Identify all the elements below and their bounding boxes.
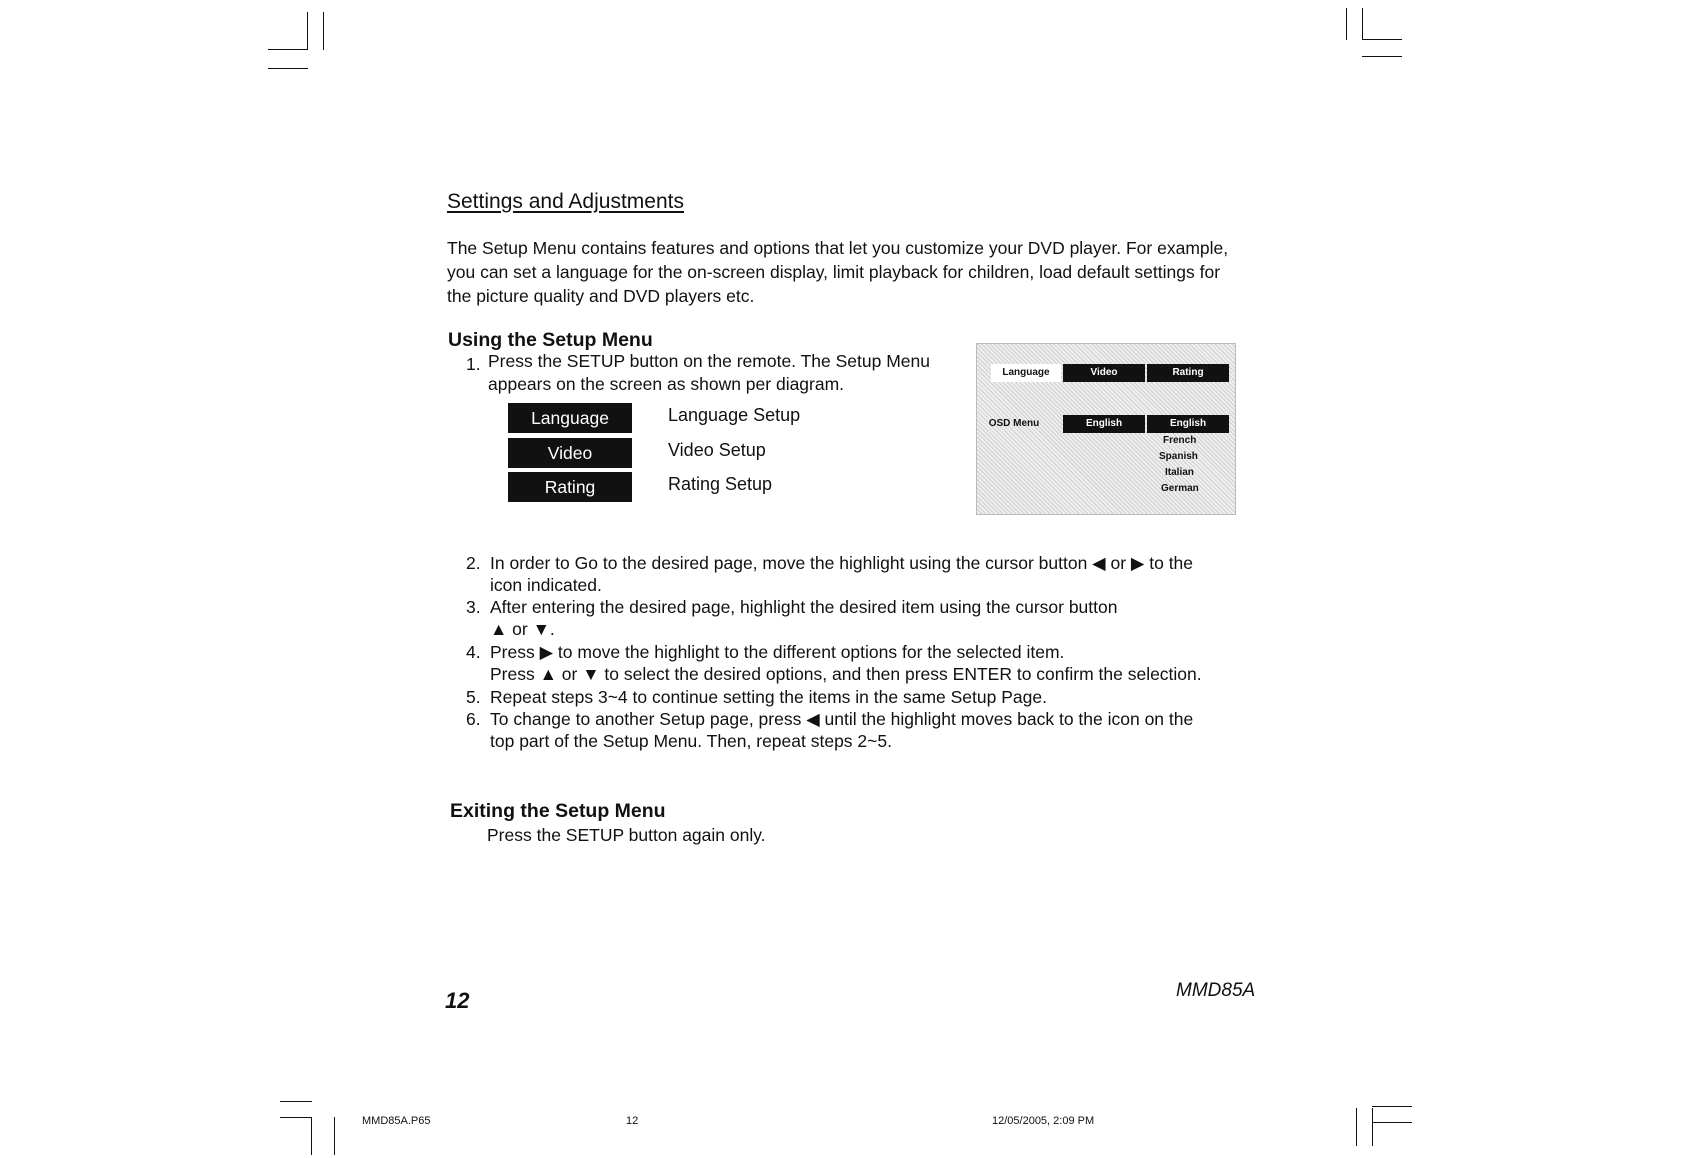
exiting-setup-menu-heading: Exiting the Setup Menu <box>450 800 666 822</box>
footer-filename: MMD85A.P65 <box>362 1115 431 1127</box>
step-line: Repeat steps 3~4 to continue setting the items in the same Setup Page. <box>490 687 1047 707</box>
page-number: 12 <box>445 988 470 1013</box>
crop-mark <box>334 1117 335 1155</box>
step-line: Press ▲ or ▼ to select the desired options, and then press ENTER to confirm the selection. <box>490 664 1202 684</box>
osd-option-english: English <box>1147 415 1229 433</box>
intro-paragraph: The Setup Menu contains features and options that let you customize your DVD player. For example, you can set a language for the on-screen display, limit playback for children, load default settings for the picture quality and DVD players etc. <box>447 238 1229 306</box>
step-6 <box>466 708 1270 752</box>
crop-mark <box>1346 8 1347 40</box>
step-3 <box>466 596 1270 640</box>
section-title: Settings and Adjustments <box>447 190 684 213</box>
step-line: icon indicated. <box>490 575 602 595</box>
crop-mark <box>1362 56 1402 57</box>
step-line: In order to Go to the desired page, move the highlight using the cursor button ◀ or ▶ to the <box>490 553 1194 573</box>
step-number: 2. <box>466 553 481 573</box>
osd-option-spanish: Spanish <box>1159 451 1198 462</box>
crop-mark <box>1362 8 1363 40</box>
step-number: 3. <box>466 597 481 617</box>
language-setup-label: Language Setup <box>668 405 801 425</box>
crop-mark <box>1362 39 1402 40</box>
step-line: Press ▶ to move the highlight to the different options for the selected item. <box>490 642 1065 662</box>
footer-datetime: 12/05/2005, 2:09 PM <box>992 1115 1095 1127</box>
step-number: 6. <box>466 709 481 729</box>
crop-mark <box>1356 1108 1357 1146</box>
step-1-number: 1. <box>466 354 481 374</box>
osd-tab-language: Language <box>991 364 1061 382</box>
exiting-text: Press the SETUP button again only. <box>487 825 766 845</box>
step-5 <box>466 686 1270 708</box>
osd-row-label: OSD Menu <box>988 418 1040 429</box>
language-icon-badge: Language <box>508 403 632 433</box>
crop-mark <box>323 12 324 50</box>
osd-option-italian: Italian <box>1165 467 1194 478</box>
step-line: top part of the Setup Menu. Then, repeat steps 2~5. <box>490 731 892 751</box>
model-number: MMD85A <box>1176 980 1256 1001</box>
using-setup-menu-heading: Using the Setup Menu <box>448 329 653 351</box>
step-number: 4. <box>466 642 481 662</box>
step-line: After entering the desired page, highlight the desired item using the cursor button <box>490 597 1118 617</box>
osd-option-german: German <box>1161 483 1199 494</box>
crop-mark <box>1372 1122 1412 1123</box>
crop-mark <box>1372 1106 1412 1107</box>
step-number: 5. <box>466 687 481 707</box>
osd-current-value: English <box>1063 415 1145 433</box>
osd-tab-rating: Rating <box>1147 364 1229 382</box>
footer-page: 12 <box>626 1115 639 1127</box>
video-icon-badge: Video <box>508 438 632 468</box>
step-line: ▲ or ▼. <box>490 619 555 639</box>
osd-tab-video: Video <box>1063 364 1145 382</box>
rating-setup-label: Rating Setup <box>668 474 773 494</box>
video-setup-label: Video Setup <box>668 440 766 460</box>
step-line: To change to another Setup page, press ◀ until the highlight moves back to the icon on the <box>490 709 1194 729</box>
crop-mark <box>280 1101 312 1102</box>
crop-mark <box>280 1117 312 1118</box>
step-2 <box>466 552 1270 596</box>
osd-menu-screenshot <box>976 343 1236 515</box>
osd-option-french: French <box>1163 435 1197 446</box>
crop-mark <box>311 1117 312 1155</box>
crop-mark <box>268 49 308 50</box>
step-1-text: Press the SETUP button on the remote. The Setup Menu appears on the screen as shown per diagram. <box>488 351 930 394</box>
step-4 <box>466 641 1270 685</box>
crop-mark <box>1372 1108 1373 1146</box>
rating-icon-badge: Rating <box>508 472 632 502</box>
crop-mark <box>307 12 308 50</box>
crop-mark <box>268 68 308 69</box>
